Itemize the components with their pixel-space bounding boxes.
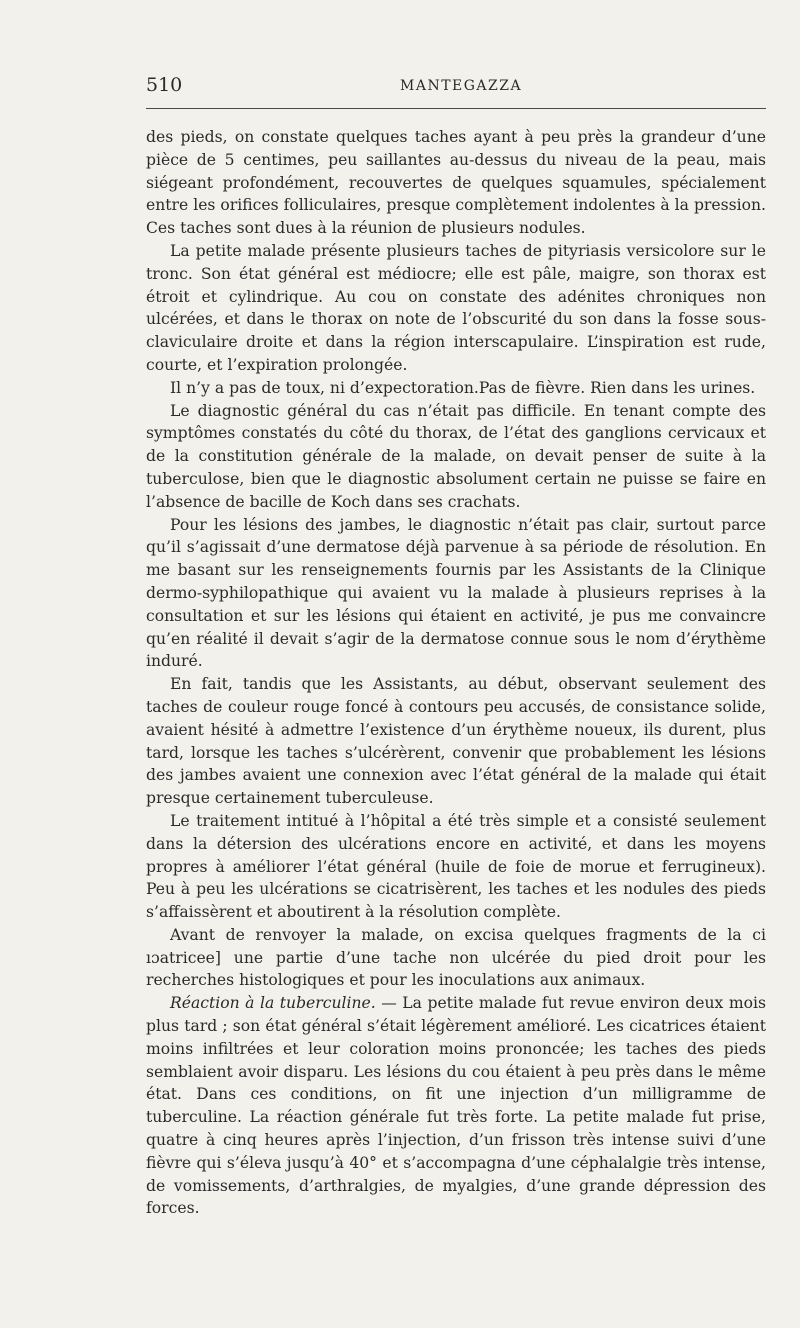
paragraph: Pour les lésions des jambes, le diagnostic n’était pas clair, surtout parce qu’il s’agissait d’une dermatose déjà parvenue à sa période de résolution. En me basant sur les renseignements fournis par les Assistants de la Clinique dermo-syphilopathique qui avaient vu la malade à plusieurs reprises à la consultation et sur les lésions qui étaient en activité, je pus me convaincre qu’en réalité il devait s’agir de la dermatose connue sous le nom d’érythème induré. (146, 515, 766, 671)
paragraph: Le diagnostic général du cas n’était pas difficile. En tenant compte des symptômes constatés du côté du thorax, de l’état des ganglions cervicaux et de la constitution générale de la malade, on devait penser de suite à la tuberculose, bien que le diagnostic absolument certain ne puisse se faire en l’absence de bacille de Koch dans ses crachats. (146, 401, 766, 511)
paragraph-text: — La petite malade fut revue environ deux mois plus tard ; son état général s’était légèrement amélioré. Les cicatrices étaient moins infiltrées et leur coloration moins prononcée; les taches des pieds semblaient avoir disparu. Les lésions du cou étaient à peu près dans le même état. Dans ces conditions, on fit une injection d’un milligramme de tuberculine. La réaction générale fut très forte. La petite malade fut prise, quatre à cinq heures après l’injection, d’un frisson très intense suivi d’une fièvre qui s’éleva jusqu’à 40° et s’accompagna d’une céphalalgie très intense, de vomissements, d’arthralgies, de myalgies, d’une grande dépression des forces. (146, 994, 766, 1218)
paragraph: La petite malade présente plusieurs taches de pityriasis versicolore sur le tronc. Son état général est médiocre; elle est pâle, maigre, son thorax est étroit et cylindrique. Au cou on constate des adénites chroniques non ulcérées, et dans le thorax on note de l’obscurité du son dans la fosse sous-claviculaire droite et dans la région interscapulaire. L’inspiration est rude, courte, et l’expiration prolongée. (146, 241, 766, 374)
page-number: 510 (146, 74, 183, 96)
paragraph: des pieds, on constate quelques taches ayant à peu près la grandeur d’une pièce de 5 centimes, peu saillantes au-dessus du niveau de la peau, mais siégeant profondément, recouvertes de quelques squamules, spécialement entre les orifices folliculaires, presque complètement indolentes à la pression. Ces taches sont dues à la réunion de plusieurs nodules. (146, 128, 766, 238)
page-header (146, 74, 766, 100)
paragraph-tuberculin-reaction (146, 992, 766, 1220)
page-body (146, 126, 766, 1220)
running-title: MANTEGAZZA (400, 78, 523, 94)
paragraph: Avant de renvoyer la malade, on excisa quelques fragments de la ci ıɔatricee] une partie d’une tache non ulcérée du pied droit pour les recherches histologiques et pour les inoculations aux animaux. (146, 925, 766, 990)
paragraph: Le traitement intitué à l’hôpital a été très simple et a consisté seulement dans la détersion des ulcérations encore en activité, et dans les moyens propres à améliorer l’état général (huile de foie de morue et ferrugineux). Peu à peu les ulcérations se cicatrisèrent, les taches et les nodules des pieds s’affaissèrent et aboutirent à la résolution complète. (146, 811, 766, 922)
paragraph: En fait, tandis que les Assistants, au début, observant seulement des taches de couleur rouge foncé à contours peu accusés, de consistance solide, avaient hésité à admettre l’existence d’un érythème noueux, ils durent, plus tard, lorsque les taches s’ulcérèrent, convenir que probablement les lésions des jambes avaient une connexion avec l’état général de la malade qui était presque certainement tuberculeuse. (146, 675, 766, 808)
paragraph: Il n’y a pas de toux, ni d’expectoration.Pas de fièvre. Rien dans les urines. (170, 378, 756, 397)
section-heading: Réaction à la tuberculine. (170, 994, 376, 1013)
header-rule (146, 108, 766, 109)
